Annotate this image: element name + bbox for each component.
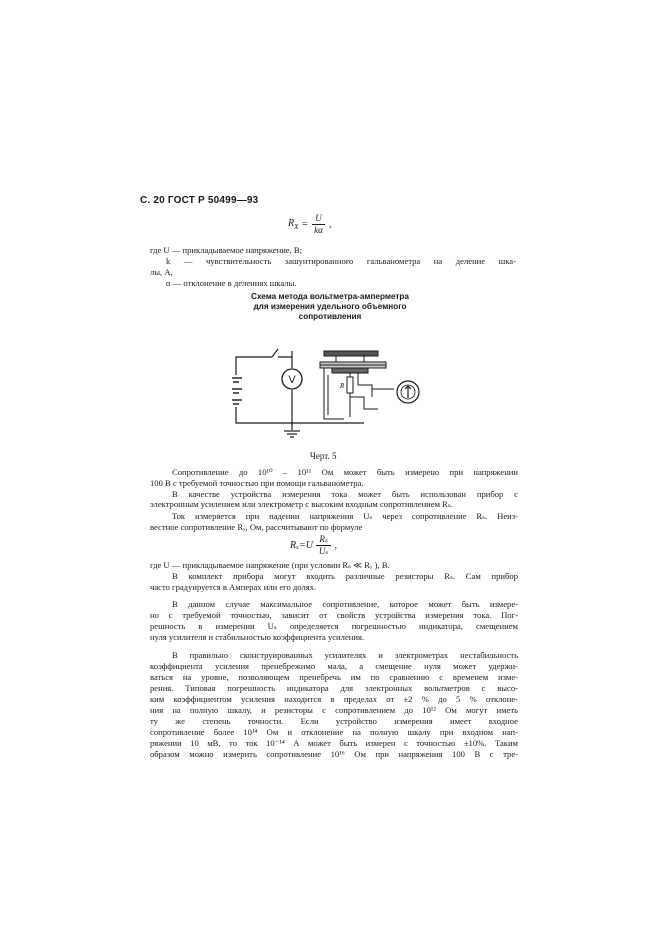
paragraph-line: нуля усилителя и стабильностью коэффициента усиления. <box>150 632 365 642</box>
formula-fraction <box>311 213 326 236</box>
resistor-label: R <box>340 382 345 390</box>
formula-denominator: Uₛ <box>318 546 329 556</box>
circuit-diagram <box>232 345 432 440</box>
paragraph-line: где U — прикладываемое напряжение (при условии Rₛ ≪ Rₓ ), В. <box>150 560 390 570</box>
voltmeter-label: V <box>288 374 296 386</box>
paragraph-line: электронным усилением или электрометр с высоким входным сопротивлением Rₛ. <box>150 499 453 509</box>
formula-lhs: $R_X$ <box>288 218 299 231</box>
circuit-wire <box>236 407 364 423</box>
figure-title-line: для измерения удельного объемного <box>253 302 407 311</box>
paragraph-line: коэффициента усиления пренебрежимо мала, а смещение нуля может удержи- <box>150 661 518 671</box>
paragraph-line: рения. Типовая погрешность индикатора для электронных вольтметров с высо- <box>150 683 518 693</box>
paragraph-line: ряжении 10 мВ, то ток 10⁻¹⁴ А может быть измерен с точностью ±10%. Таким <box>150 738 518 748</box>
circuit-wire <box>236 357 272 375</box>
paragraph-line: ваться на уровне, позволяющем пренебречь им по сравнению с временем изме- <box>150 672 518 682</box>
paragraph-line: В данном случае максимальное сопротивление, которое может быть измере- <box>172 599 518 609</box>
formula-denominator: kα <box>314 225 323 235</box>
formula-tail: , <box>328 219 332 230</box>
paragraph-line: ким коэффициентом усиления находится в пределах от ±2 % до 5 % отклоне- <box>150 694 518 704</box>
paragraph-line: но с требуемой точностью, зависит от свойств устройства измерения тока. Пог- <box>150 610 518 620</box>
paragraph-line: В комплект прибора могут входить различные резисторы Rₛ. Сам прибор <box>172 571 518 581</box>
paragraph-line: образом можно измерить сопротивление 10¹⁶ Ом при напряжения 100 В с тре- <box>150 749 518 759</box>
definition-line: где U — прикладываемое напряжение, В; <box>150 245 303 255</box>
formula-numerator: Rₛ <box>316 534 331 546</box>
formula-tail: , <box>334 540 337 551</box>
figure-title-line: сопротивления <box>298 312 362 321</box>
paragraph-line: решность в измерении Uₛ определяется погрешностью индикатора, смещением <box>150 621 518 631</box>
formula-eq: = <box>301 219 309 230</box>
definition-line: α — отклонение в делениях шкалы. <box>166 278 297 288</box>
paragraph-line: Сопротивление до 10¹⁰ – 10¹¹ Ом может быть измерено при напряжении <box>172 467 518 477</box>
definition-line: k — чувствительность зашунтированного гальванометра на деление шка- <box>166 256 516 266</box>
circuit-wire <box>350 385 394 409</box>
definition-line: лы, А, <box>150 267 173 277</box>
circuit-wire <box>278 351 292 357</box>
battery-icon <box>232 378 242 404</box>
paragraph-line: В качестве устройства измерения тока может быть использован прибор с <box>172 489 518 499</box>
figure-caption: Черт. 5 <box>310 451 337 461</box>
formula-lhs: Rₓ=U <box>290 540 313 551</box>
paragraph-line: сопротивление более 10¹⁴ Ом и отклонение на полную шкалу при входном нап- <box>150 727 518 737</box>
paragraph-line: Ток измеряется при падении напряжения Uₛ через сопротивление Rₛ. Неиз- <box>172 511 518 521</box>
formula-rx-ratio <box>290 534 337 557</box>
paragraph-line: часто градуируется в Амперах или его долях. <box>150 582 317 592</box>
formula-fraction <box>316 534 332 557</box>
shunt-resistor-icon <box>347 377 353 393</box>
paragraph-line: 100 В с требуемой точностью при помощи гальванометра. <box>150 478 364 488</box>
paragraph-line: В правильно сконструированных усилителях и электрометрах нестабильность <box>172 650 518 660</box>
paragraph-line: вестное сопротивление Rₓ, Ом, рассчитывают по формуле <box>150 522 363 532</box>
formula-numerator: U <box>312 213 325 225</box>
switch-icon <box>272 349 278 357</box>
paragraph-line: ту же степень точности. Если устройство измерения имеет входное <box>150 716 518 726</box>
ground-icon <box>284 431 300 437</box>
formula-rx <box>288 213 331 236</box>
paragraph-line: ния на полную шкалу, и резисторы с сопротивлением до 10¹² Ом могут иметь <box>150 705 518 715</box>
page-header: С. 20 ГОСТ Р 50499—93 <box>140 195 259 206</box>
figure-title-line: Схема метода вольтметра-амперметра <box>251 292 409 301</box>
